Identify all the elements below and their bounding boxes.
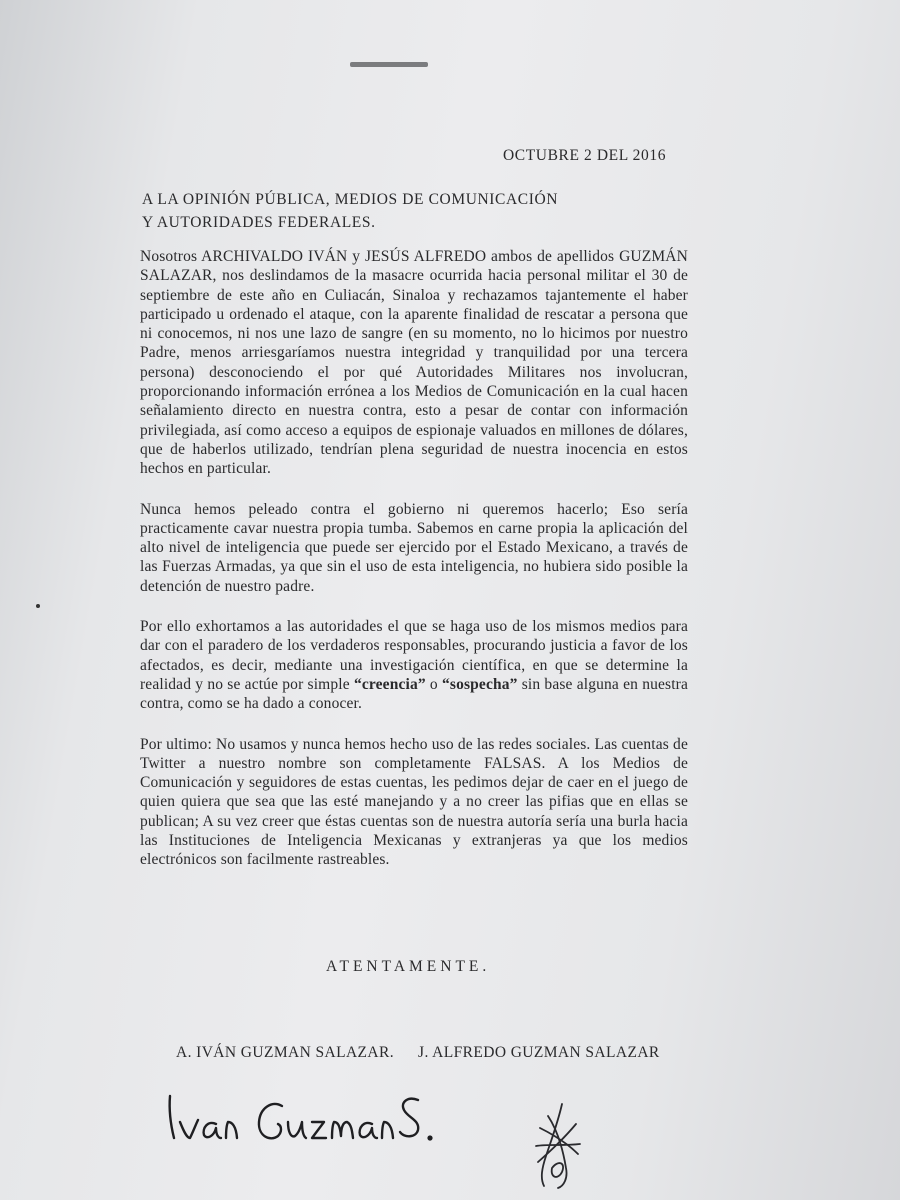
paragraph-3 [140,617,688,713]
addressee-line-1: A LA OPINIÓN PÚBLICA, MEDIOS DE COMUNICACIÓN [142,191,559,208]
signatory-2: J. ALFREDO GUZMAN SALAZAR [418,1044,660,1061]
paragraph-4: Por ultimo: No usamos y nunca hemos hecho uso de las redes sociales. Las cuentas de Twitter a nuestro nombre son completamente FALSAS. A los Medios de Comunicación y seguidores de estas cuentas, les pedimos dejar de caer en el juego de quien quiera que sea que las esté manejando y a no creer las pifias que en ellas se publican; A su vez creer que éstas cuentas son de nuestra autoría sería una burla hacia las Instituciones de Inteligencia Mexicanas y extranjeras ya que los medios electrónicos son facilmente rastreables. [140,735,688,869]
paragraph-3-text-a: Por ello exhortamos a las autoridades el que se haga uso de los mismos medios para dar con el paradero de los verdaderos responsables, procurando justicia a favor de los afectados, es decir, mediante una investigación científica, en que se determine la realidad y no se actúe por simple [140,618,688,693]
addressee-line-2: Y AUTORIDADES FEDERALES. [142,214,376,231]
letter-date: OCTUBRE 2 DEL 2016 [503,147,667,164]
paragraph-3-text-b: o [425,675,442,693]
signatory-names [176,1044,660,1062]
paragraph-1: Nosotros ARCHIVALDO IVÁN y JESÚS ALFREDO ambos de apellidos GUZMÁN SALAZAR, nos deslindamos de la masacre ocurrida hacia personal militar el 30 de septiembre de este año en Culiacán, Sinaloa y rechazamos tajantemente el haber participado u ordenado el ataque, con la aparente finalidad de rescatar a persona que ni conocemos, ni nos une lazo de sangre (en su momento, no lo hicimos por nuestro Padre, menos arriesgaríamos nuestra integridad y tranquilidad por una tercera persona) desconociendo el por qué Autoridades Militares nos involucran, proporcionando información errónea a los Medios de Comunicación en la cual hacen señalamiento directo en nuestra contra, esto a pesar de contar con información privilegiada, así como acceso a equipos de espionaje valuados en millones de dólares, que de haberlos utilizado, tendrían plena seguridad de nuestra inocencia en estos hechos en particular. [140,248,688,478]
emphasis-creencia: “creencia” [353,675,426,693]
handwritten-signature-ivan [160,1088,450,1158]
signatory-1: A. IVÁN GUZMAN SALAZAR. [176,1044,395,1061]
scan-speck [36,604,40,608]
paragraph-2: Nunca hemos peleado contra el gobierno ni queremos hacerlo; Eso sería practicamente cavar nuestra propia tumba. Sabemos en carne propia la aplicación del alto nivel de inteligencia que puede ser ejercido por el Estado Mexicano, a través de las Fuerzas Armadas, ya que sin el uso de esta inteligencia, no hubiera sido posible la detención de nuestro padre. [140,500,688,595]
header-smudge-mark [350,62,428,67]
scribbled-signature-mark [522,1098,592,1193]
paragraph-3-text-c: sin base alguna en nuestra contra, como se ha dado a conocer. [140,675,689,713]
letter-addressee [142,188,558,234]
emphasis-sospecha: “sospecha” [441,675,518,693]
closing-salutation: ATENTAMENTE. [326,958,491,975]
letter-body [140,247,688,891]
